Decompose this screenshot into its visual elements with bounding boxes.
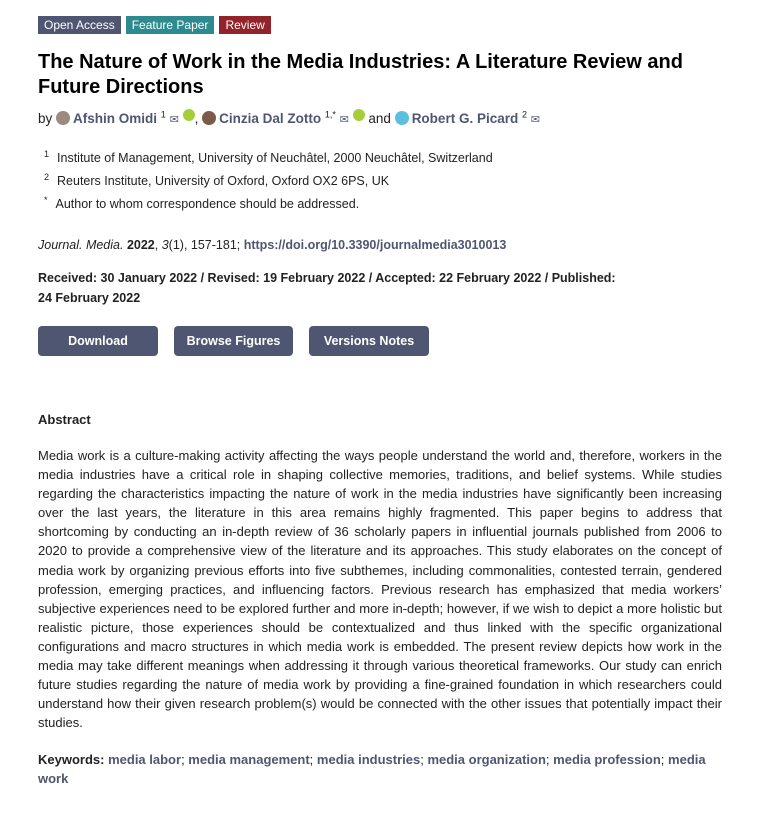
by-label: by [38,111,53,126]
affiliation-number: * [44,195,48,205]
and-label: and [368,111,391,126]
correspondence-note [44,195,359,211]
affiliation-sup: 1,* [324,109,336,120]
affiliation-text: Reuters Institute, University of Oxford, Oxford OX2 6PS, UK [57,174,390,189]
affiliation [44,149,493,165]
author-link[interactable]: Cinzia Dal Zotto [219,111,322,126]
keywords-label: Keywords: [38,752,105,767]
email-icon[interactable]: ✉ [530,114,540,126]
keywords: Keywords: media labor; media management; media industries; media organization; media profession; media work [38,752,706,786]
abstract-text: Media work is a culture-making activity affecting the ways people understand the world and, therefore, workers in the media industries have a critical role in shaping collective memories, traditions, and belief systems. While studies regarding the characteristics impacting the nature of work in the media industries have significantly been increasing over the last years, the literature in this area remains highly fragmented. This paper begins to address that shortcoming by conducting an in-depth review of 36 scholarly papers in influential journals published from 2006 to 2020 to provide a comprehensive view of the literature and its approaches. This study elaborates on the concept of media work by organizing previous efforts into five subthemes, including commonalities, contested terrain, gendered profession, emerging practices, and influencing factors. Previous research has emphasized that media workers’ subjective experiences need to be explored further and more in-depth; however, if we wish to depict a more holistic but realistic picture, those experiences should be contextualized and thus linked with the specific organizational configurations and macro structures in which media work is embedded. The present review depicts how work in the media may take different meanings when addressing it through various theoretical frameworks. Our study can enrich future studies regarding the nature of media work by providing a fine-grained foundation in which researchers could understand how their given research problem(s) would be connected with the other issues that potentially impact their studies. [38,448,722,731]
keyword-link[interactable]: media industries [316,752,421,767]
review-badge: Review [219,16,270,34]
journal-name: Journal. Media. [38,238,124,252]
versions-notes-button[interactable]: Versions Notes [309,326,429,356]
affiliation-text: Institute of Management, University of Neuchâtel, 2000 Neuchâtel, Switzerland [57,151,493,166]
keyword-link[interactable]: media management [188,752,310,767]
email-icon[interactable]: ✉ [339,114,349,126]
year: 2022 [126,238,155,252]
separator: , [194,111,199,126]
affiliation-text: Author to whom correspondence should be addressed. [55,197,360,212]
orcid-icon[interactable] [183,109,195,121]
author-list [38,109,540,126]
action-buttons [38,326,429,356]
keyword-link[interactable]: media work [38,752,706,786]
open-access-badge: Open Access [38,16,121,34]
keyword-link[interactable]: media profession [553,752,661,767]
issue-pages: (1), 157-181; [168,238,244,252]
affiliation-number: 1 [44,149,50,159]
publication-dates: Received: 30 January 2022 / Revised: 19 February 2022 / Accepted: 22 February 2022 / Published: 24 February 2022 [38,271,616,305]
affiliation [44,172,389,188]
orcid-icon[interactable] [353,109,365,121]
author-link[interactable]: Robert G. Picard [411,111,519,126]
feature-paper-badge: Feature Paper [126,16,215,34]
email-icon[interactable]: ✉ [169,114,179,126]
avatar [202,111,216,125]
download-button[interactable]: Download [38,326,158,356]
doi-link[interactable]: https://doi.org/10.3390/journalmedia3010013 [243,238,507,252]
citation: Journal. Media. 2022, 3(1), 157-181; https://doi.org/10.3390/journalmedia3010013 [38,238,507,252]
article-title: The Nature of Work in the Media Industries: A Literature Review and Future Directions [38,51,683,98]
browse-figures-button[interactable]: Browse Figures [174,326,293,356]
keyword-link[interactable]: media labor [108,752,182,767]
keyword-link[interactable]: media organization [427,752,546,767]
avatar [56,111,70,125]
volume: 3 [161,238,169,252]
user-icon [395,111,409,125]
author-link[interactable]: Afshin Omidi [73,111,158,126]
affiliation-number: 2 [44,172,50,182]
affiliation-sup: 1 [160,109,166,120]
affiliation-sup: 2 [521,109,527,120]
abstract-heading: Abstract [38,412,91,427]
badges [38,16,271,34]
